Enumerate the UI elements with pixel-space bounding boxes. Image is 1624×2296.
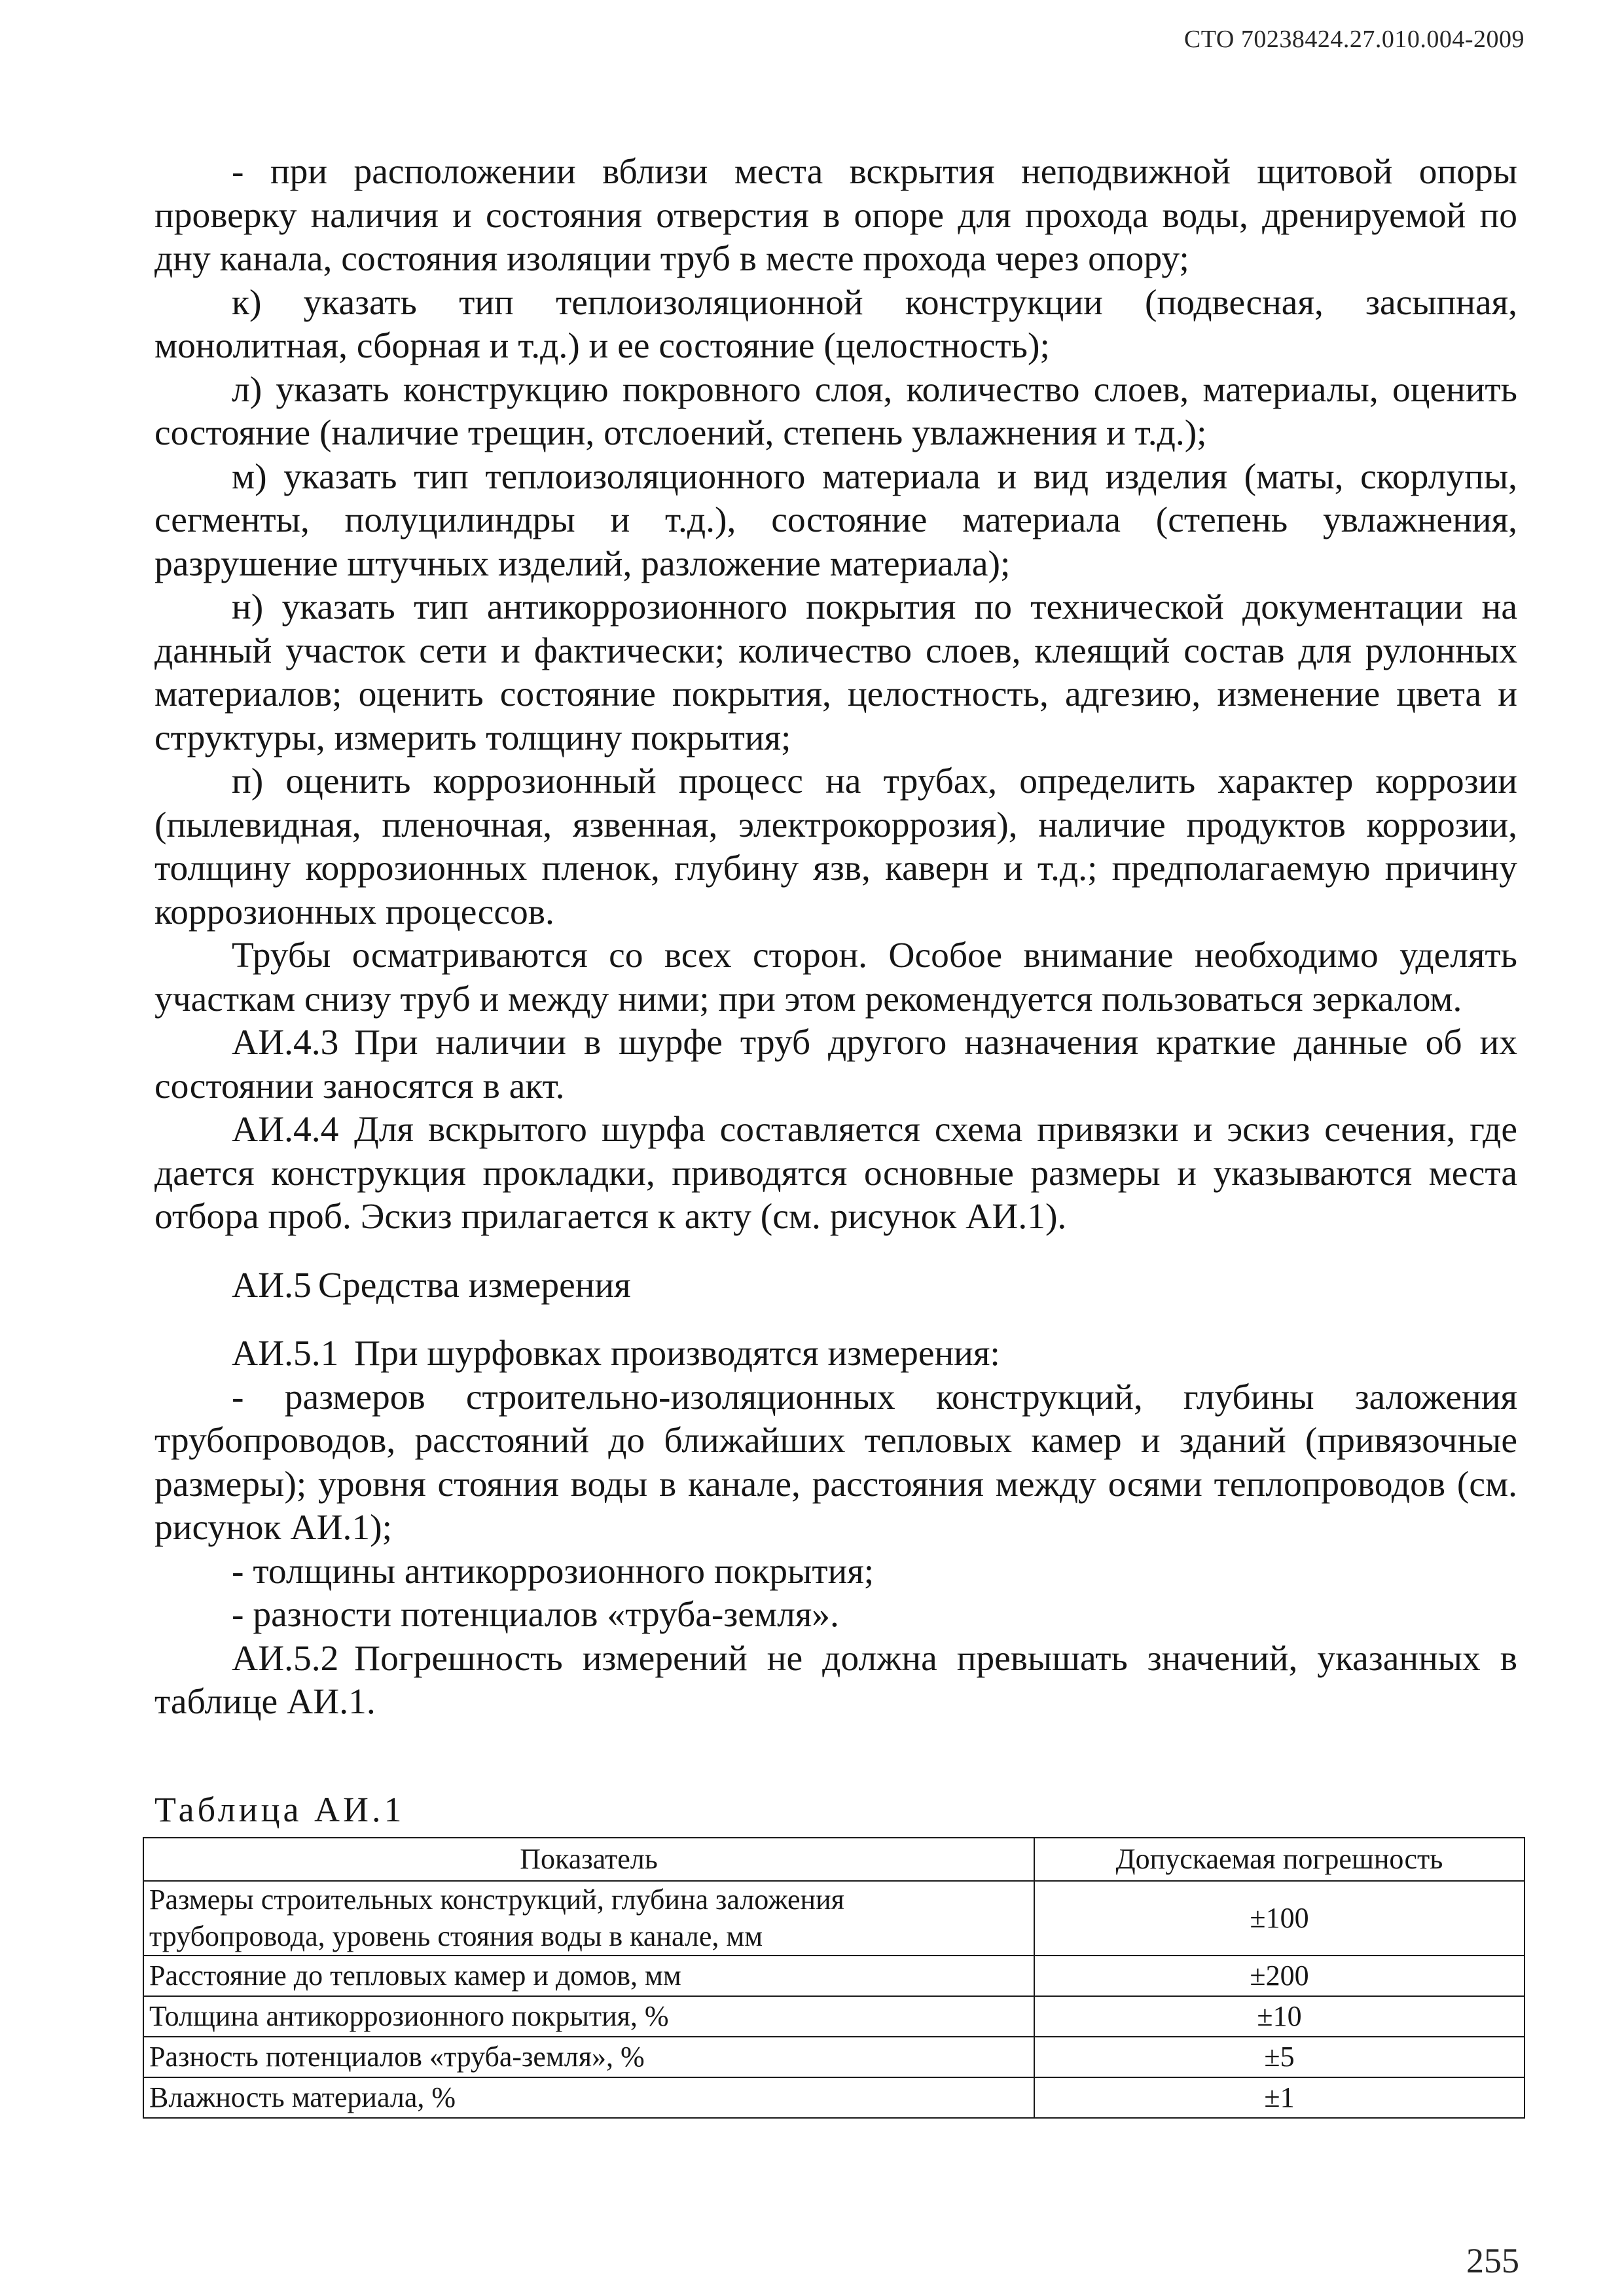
list-item-potential-difference: - разности потенциалов «труба-земля».	[232, 1595, 839, 1635]
table-cell-indicator: Влажность материала, %	[143, 2077, 1034, 2118]
table-cell-tolerance: ±200	[1034, 1956, 1525, 1996]
page-number: 255	[1466, 2241, 1519, 2280]
clause-number: АИ.4.3	[232, 1023, 339, 1063]
table-cell-tolerance: ±10	[1034, 1996, 1525, 2037]
paragraph-item-k: к) указать тип теплоизоляционной конструкции (подвесная, засыпная, монолитная, сборная и т.д.) и ее состояние (целостность);	[154, 282, 1517, 366]
paragraph-pipes-inspection: Трубы осматриваются со всех сторон. Особое внимание необходимо уделять участкам снизу труб и между ними; при этом рекомендуется пользоваться зеркалом.	[154, 936, 1517, 1019]
clause-number: АИ.5.1	[232, 1334, 339, 1374]
section-title: Средства измерения	[318, 1265, 631, 1305]
document-body	[154, 151, 1517, 1724]
document-code-header: СТО 70238424.27.010.004-2009	[1183, 26, 1525, 53]
table-cell-tolerance: ±5	[1034, 2037, 1525, 2077]
measurement-tolerance-table	[143, 1837, 1525, 2119]
table-cell-indicator	[143, 1881, 1034, 1956]
table-cell-tolerance: ±1	[1034, 2077, 1525, 2118]
list-item-dimensions: - размеров строительно-изоляционных конструкций, глубины заложения трубопроводов, расстояний до ближайших тепловых камер и зданий (привязочные размеры); уровня стояния воды в канале, расстояния между осями теплопроводов (см. рисунок АИ.1);	[154, 1377, 1517, 1548]
clause-ai-4-3	[154, 1021, 1517, 1108]
table-row	[143, 1881, 1525, 1956]
table-header-row	[143, 1838, 1525, 1881]
table-cell-indicator: Расстояние до тепловых камер и домов, мм	[143, 1956, 1034, 1996]
cell-text-line: Размеры строительных конструкций, глубина заложения	[149, 1884, 844, 1916]
paragraph-item-n: н) указать тип антикоррозионного покрытия по технической документации на данный участок сети и фактически; количество слоев, клеящий состав для рулонных материалов; оценить состояние покрытия, целостность, адгезию, изменение цвета и структуры, измерить толщину покрытия;	[154, 587, 1517, 758]
section-heading-ai-5	[154, 1264, 1517, 1308]
cell-text-line: трубопровода, уровень стояния воды в канале, мм	[149, 1920, 763, 1952]
clause-text: Погрешность измерений не должна превышать значений, указанных в таблице АИ.1.	[154, 1638, 1517, 1722]
clause-ai-5-1	[154, 1332, 1517, 1376]
clause-number: АИ.5.2	[232, 1638, 339, 1679]
paragraph-item-p: п) оценить коррозионный процесс на трубах, определить характер коррозии (пылевидная, пленочная, язвенная, электрокоррозия), наличие продуктов коррозии, толщину коррозионных пленок, глубину язв, каверн и т.д.; предполагаемую причину коррозионных процессов.	[154, 761, 1517, 932]
paragraph-item-l: л) указать конструкцию покровного слоя, количество слоев, материалы, оценить состояние (наличие трещин, отслоений, степень увлажнения и т.д.);	[154, 369, 1517, 453]
paragraph-shield-support: - при расположении вблизи места вскрытия неподвижной щитовой опоры проверку наличия и состояния отверстия в опоре для прохода воды, дренируемой по дну канала, состояния изоляции труб в месте прохода через опору;	[154, 152, 1517, 279]
table-row	[143, 1956, 1525, 1996]
table-cell-indicator: Разность потенциалов «труба-земля», %	[143, 2037, 1034, 2077]
paragraph-item-m: м) указать тип теплоизоляционного материала и вид изделия (маты, скорлупы, сегменты, полуцилиндры и т.д.), состояние материала (степень увлажнения, разрушение штучных изделий, разложение материала);	[154, 456, 1517, 584]
clause-text: При шурфовках производятся измерения:	[354, 1334, 1000, 1374]
column-header-indicator: Показатель	[143, 1838, 1034, 1881]
clause-ai-5-2	[154, 1637, 1517, 1724]
clause-ai-4-4	[154, 1108, 1517, 1239]
table-cell-indicator: Толщина антикоррозионного покрытия, %	[143, 1996, 1034, 2037]
clause-text: Для вскрытого шурфа составляется схема привязки и эскиз сечения, где дается конструкция прокладки, приводятся основные размеры и указываются места отбора проб. Эскиз прилагается к акту (см. рисунок АИ.1).	[154, 1110, 1517, 1237]
clause-text: При наличии в шурфе труб другого назначения краткие данные об их состоянии заносятся в акт.	[154, 1023, 1517, 1106]
table-row	[143, 2037, 1525, 2077]
table-cell-tolerance: ±100	[1034, 1881, 1525, 1956]
list-item-coating-thickness: - толщины антикоррозионного покрытия;	[232, 1551, 875, 1592]
clause-number: АИ.4.4	[232, 1110, 339, 1150]
table-row	[143, 1996, 1525, 2037]
table-caption: Таблица АИ.1	[154, 1790, 405, 1829]
column-header-tolerance: Допускаемая погрешность	[1034, 1838, 1525, 1881]
section-number: АИ.5	[232, 1265, 312, 1305]
table-row	[143, 2077, 1525, 2118]
